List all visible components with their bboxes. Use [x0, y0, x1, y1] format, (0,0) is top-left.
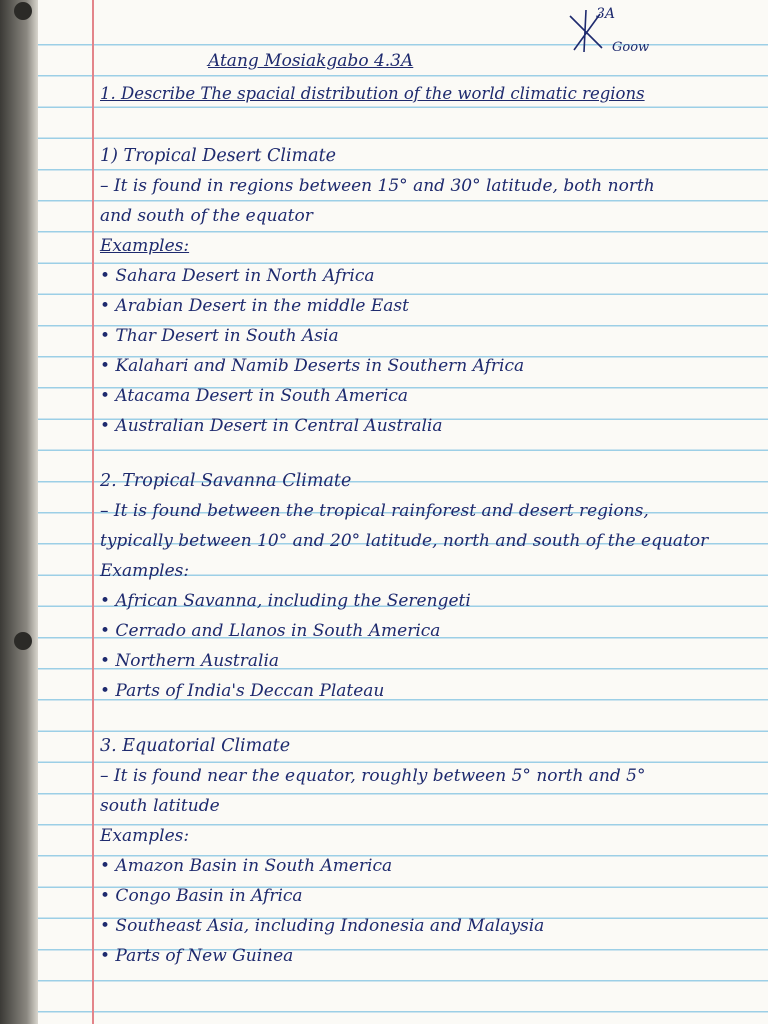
examples-label: Examples:	[100, 826, 190, 846]
notebook-page	[38, 0, 768, 1024]
example-item: • Thar Desert in South Asia	[100, 326, 339, 346]
example-item: • Cerrado and Llanos in South America	[100, 621, 441, 641]
teacher-signature: Goow	[612, 40, 650, 55]
margin-line	[92, 0, 94, 1024]
example-item: • Sahara Desert in North Africa	[100, 266, 375, 286]
page-header-band	[38, 0, 768, 40]
section-description: – It is found between the tropical rainforest and desert regions,	[100, 501, 649, 521]
section-description: and south of the equator	[100, 206, 313, 226]
student-name-class: Atang Mosiakgabo 4.3A	[208, 51, 414, 71]
example-item: • Congo Basin in Africa	[100, 886, 303, 906]
punch-hole	[14, 632, 32, 650]
section-heading: 1) Tropical Desert Climate	[100, 146, 336, 166]
example-item: • Arabian Desert in the middle East	[100, 296, 409, 316]
example-item: • African Savanna, including the Serengeti	[100, 591, 471, 611]
binder-edge	[0, 0, 38, 1024]
example-item: • Parts of India's Deccan Plateau	[100, 681, 385, 701]
example-item: • Southeast Asia, including Indonesia and Malaysia	[100, 916, 545, 936]
section-heading: 3. Equatorial Climate	[100, 736, 291, 756]
example-item: • Amazon Basin in South America	[100, 856, 393, 876]
examples-label: Examples:	[100, 236, 190, 256]
question-text: 1. Describe The spacial distribution of the world climatic regions	[100, 84, 645, 103]
section-description: typically between 10° and 20° latitude, north and south of the equator	[100, 531, 709, 551]
example-item: • Australian Desert in Central Australia	[100, 416, 443, 436]
section-heading: 2. Tropical Savanna Climate	[100, 471, 352, 491]
example-item: • Kalahari and Namib Deserts in Southern Africa	[100, 356, 525, 376]
section-description: – It is found in regions between 15° and 30° latitude, both north	[100, 176, 655, 196]
punch-hole	[14, 2, 32, 20]
section-description: south latitude	[100, 796, 220, 816]
example-item: • Northern Australia	[100, 651, 280, 671]
examples-label: Examples:	[100, 561, 190, 581]
grade-mark: 3A	[596, 6, 616, 22]
example-item: • Atacama Desert in South America	[100, 386, 409, 406]
section-description: – It is found near the equator, roughly between 5° north and 5°	[100, 766, 646, 786]
example-item: • Parts of New Guinea	[100, 946, 294, 966]
